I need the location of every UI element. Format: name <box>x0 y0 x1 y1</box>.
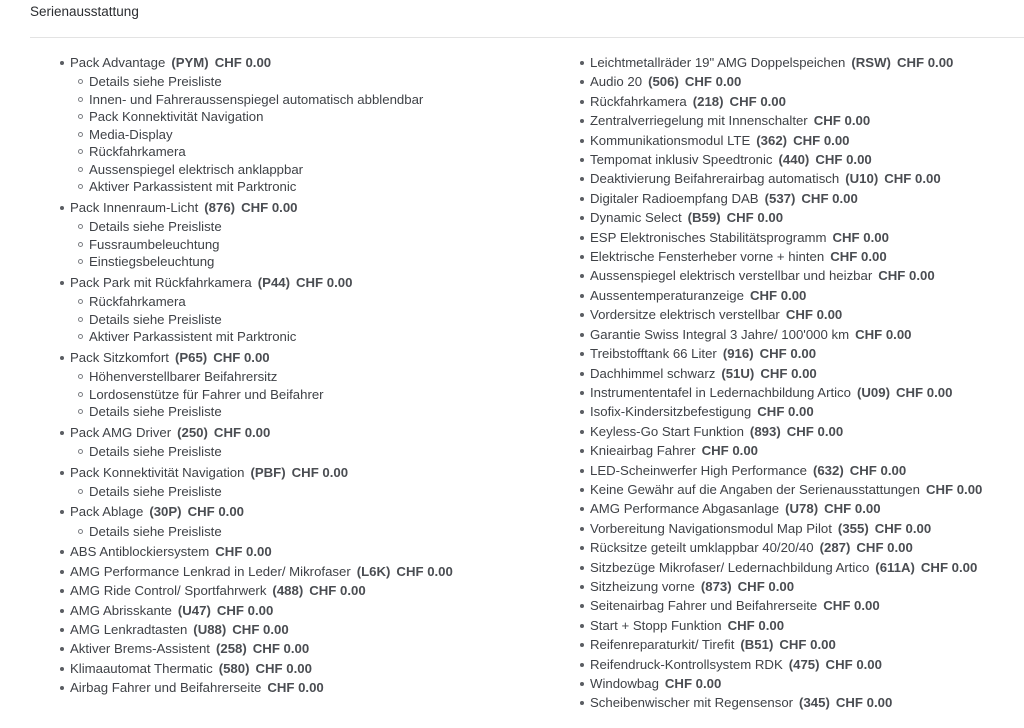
detail-item: Fussraumbeleuchtung <box>89 236 540 254</box>
item-name: Deaktivierung Beifahrerairbag automatisch <box>590 171 840 187</box>
item-code: (893) <box>749 423 781 439</box>
item-price: CHF 0.00 <box>815 152 872 168</box>
item-details-list <box>70 367 540 423</box>
detail-item: Lordosenstütze für Fahrer und Beifahrer <box>89 386 540 404</box>
item-code: (B51) <box>740 637 774 653</box>
item-code: (P44) <box>257 274 290 290</box>
item-price: CHF 0.00 <box>232 621 289 637</box>
item-price: CHF 0.00 <box>213 424 271 440</box>
equipment-item <box>590 305 1024 324</box>
item-price: CHF 0.00 <box>252 641 310 657</box>
item-price: CHF 0.00 <box>749 287 807 303</box>
item-price: CHF 0.00 <box>241 199 298 215</box>
item-code: (488) <box>272 583 304 599</box>
equipment-item <box>590 228 1024 247</box>
item-price: CHF 0.00 <box>267 680 324 696</box>
item-name: Audio 20 <box>590 74 643 90</box>
item-code: (916) <box>722 346 754 362</box>
item-code: (287) <box>819 540 851 556</box>
item-price: CHF 0.00 <box>825 656 882 672</box>
equipment-item <box>70 198 540 273</box>
item-price: CHF 0.00 <box>855 326 912 342</box>
item-name: Airbag Fahrer und Beifahrerseite <box>70 680 262 696</box>
equipment-list-right <box>590 53 1024 713</box>
item-name: Rückfahrkamera <box>590 93 687 109</box>
equipment-item <box>590 364 1024 383</box>
equipment-item <box>590 655 1024 674</box>
item-name: Pack Innenraum-Licht <box>70 199 199 215</box>
equipment-item <box>590 383 1024 402</box>
item-price: CHF 0.00 <box>760 365 817 381</box>
equipment-item <box>70 659 540 678</box>
detail-item: Rückfahrkamera <box>89 293 540 311</box>
item-name: Pack Park mit Rückfahrkamera <box>70 274 252 290</box>
equipment-item <box>590 402 1024 421</box>
item-name: Garantie Swiss Integral 3 Jahre/ 100'000 km <box>590 326 850 342</box>
item-name: AMG Ride Control/ Sportfahrwerk <box>70 583 267 599</box>
item-code: (U09) <box>857 384 890 400</box>
equipment-item <box>590 693 1024 712</box>
equipment-item <box>590 72 1024 91</box>
item-code: (U88) <box>193 621 227 637</box>
item-price: CHF 0.00 <box>884 171 941 187</box>
item-name: Keyless-Go Start Funktion <box>590 423 744 439</box>
equipment-item <box>590 596 1024 615</box>
item-name: Seitenairbag Fahrer und Beifahrerseite <box>590 598 818 614</box>
equipment-list-left <box>70 53 540 698</box>
item-price: CHF 0.00 <box>835 695 893 711</box>
item-price: CHF 0.00 <box>726 210 784 226</box>
section-divider <box>30 37 1024 38</box>
detail-item: Einstiegsbeleuchtung <box>89 253 540 271</box>
equipment-item <box>590 674 1024 693</box>
item-name: AMG Performance Abgasanlage <box>590 501 780 517</box>
item-price: CHF 0.00 <box>213 349 270 365</box>
item-name: Sitzheizung vorne <box>590 578 695 594</box>
item-name: ESP Elektronisches Stabilitätsprogramm <box>590 229 827 245</box>
item-name: Elektrische Fensterheber vorne + hinten <box>590 249 825 265</box>
item-price: CHF 0.00 <box>727 617 785 633</box>
equipment-item <box>70 581 540 600</box>
detail-item: Details siehe Preisliste <box>89 523 540 541</box>
item-name: Scheibenwischer mit Regensensor <box>590 695 794 711</box>
item-name: LED-Scheinwerfer High Performance <box>590 462 807 478</box>
detail-item: Aussenspiegel elektrisch anklappbar <box>89 161 540 179</box>
item-name: Aussentemperaturanzeige <box>590 287 744 303</box>
item-code: (345) <box>799 695 830 711</box>
item-price: CHF 0.00 <box>216 602 274 618</box>
equipment-item <box>590 538 1024 557</box>
item-name: Start + Stopp Funktion <box>590 617 722 633</box>
item-name: Treibstofftank 66 Liter <box>590 346 717 362</box>
equipment-item <box>590 189 1024 208</box>
item-code: (L6K) <box>356 563 391 579</box>
item-price: CHF 0.00 <box>920 559 978 575</box>
item-price: CHF 0.00 <box>813 113 871 129</box>
item-price: CHF 0.00 <box>830 249 887 265</box>
item-price: CHF 0.00 <box>786 423 844 439</box>
item-name: Zentralverriegelung mit Innenschalter <box>590 113 808 129</box>
detail-item: Aktiver Parkassistent mit Parktronic <box>89 178 540 196</box>
item-code: (611A) <box>875 559 915 575</box>
item-price: CHF 0.00 <box>701 443 758 459</box>
equipment-item <box>70 678 540 697</box>
equipment-item <box>590 169 1024 188</box>
item-name: Reifenreparaturkit/ Tirefit <box>590 637 735 653</box>
equipment-item <box>590 635 1024 654</box>
item-name: AMG Lenkradtasten <box>70 621 188 637</box>
equipment-item <box>70 601 540 620</box>
item-code: (440) <box>778 152 810 168</box>
item-name: Pack Advantage <box>70 55 166 70</box>
detail-item: Höhenverstellbarer Beifahrersitz <box>89 368 540 386</box>
item-name: Leichtmetallräder 19" AMG Doppelspeichen <box>590 55 846 70</box>
equipment-item <box>590 499 1024 518</box>
item-details-list <box>70 482 540 503</box>
equipment-item <box>70 348 540 423</box>
item-code: (30P) <box>149 504 182 520</box>
equipment-item <box>70 620 540 639</box>
equipment-item <box>590 325 1024 344</box>
item-price: CHF 0.00 <box>895 384 953 400</box>
detail-item: Pack Konnektivität Navigation <box>89 108 540 126</box>
item-name: Pack Ablage <box>70 504 144 520</box>
item-name: AMG Performance Lenkrad in Leder/ Mikrofaser <box>70 563 351 579</box>
item-name: Keine Gewähr auf die Angaben der Serienausstattungen <box>590 481 920 497</box>
item-name: Rücksitze geteilt umklappbar 40/20/40 <box>590 540 814 556</box>
item-details-list <box>70 72 540 198</box>
item-price: CHF 0.00 <box>896 55 954 70</box>
item-code: (876) <box>204 199 236 215</box>
detail-item: Details siehe Preisliste <box>89 73 540 91</box>
item-price: CHF 0.00 <box>187 504 245 520</box>
equipment-item <box>590 208 1024 227</box>
item-price: CHF 0.00 <box>684 74 742 90</box>
item-code: (362) <box>756 132 788 148</box>
item-name: Kommunikationsmodul LTE <box>590 132 751 148</box>
item-name: ABS Antiblockiersystem <box>70 544 210 560</box>
item-code: (258) <box>215 641 247 657</box>
item-name: Pack AMG Driver <box>70 424 172 440</box>
equipment-item <box>70 273 540 348</box>
item-name: Isofix-Kindersitzbefestigung <box>590 404 752 420</box>
item-code: (U10) <box>845 171 879 187</box>
detail-item: Media-Display <box>89 126 540 144</box>
equipment-item <box>70 463 540 503</box>
item-details-list <box>70 442 540 463</box>
item-price: CHF 0.00 <box>296 274 353 290</box>
detail-item: Details siehe Preisliste <box>89 218 540 236</box>
item-name: Klimaautomat Thermatic <box>70 660 213 676</box>
item-code: (537) <box>764 190 796 206</box>
detail-item: Details siehe Preisliste <box>89 403 540 421</box>
item-price: CHF 0.00 <box>729 93 786 109</box>
item-code: (U78) <box>785 501 819 517</box>
item-price: CHF 0.00 <box>759 346 817 362</box>
item-name: Aktiver Brems-Assistent <box>70 641 210 657</box>
equipment-item <box>590 577 1024 596</box>
item-code: (B59) <box>687 210 721 226</box>
item-name: Dachhimmel schwarz <box>590 365 716 381</box>
equipment-item <box>70 53 540 198</box>
item-price: CHF 0.00 <box>793 132 850 148</box>
item-name: AMG Abrisskante <box>70 602 172 618</box>
item-code: (873) <box>700 578 732 594</box>
detail-item: Aktiver Parkassistent mit Parktronic <box>89 328 540 346</box>
item-code: (U47) <box>177 602 211 618</box>
equipment-item <box>590 131 1024 150</box>
equipment-item <box>590 286 1024 305</box>
item-name: Aussenspiegel elektrisch verstellbar und heizbar <box>590 268 873 284</box>
item-name: Windowbag <box>590 676 659 691</box>
equipment-item <box>70 423 540 463</box>
item-name: Sitzbezüge Mikrofaser/ Ledernachbildung Artico <box>590 559 870 575</box>
item-code: (506) <box>648 74 679 90</box>
equipment-item <box>70 639 540 658</box>
item-price: CHF 0.00 <box>396 563 453 579</box>
item-name: Vorbereitung Navigationsmodul Map Pilot <box>590 520 832 536</box>
detail-item: Rückfahrkamera <box>89 143 540 161</box>
item-name: Tempomat inklusiv Speedtronic <box>590 152 773 168</box>
equipment-item <box>590 441 1024 460</box>
item-code: (580) <box>218 660 250 676</box>
item-details-list <box>70 217 540 273</box>
detail-item: Details siehe Preisliste <box>89 311 540 329</box>
item-code: (250) <box>177 424 208 440</box>
item-price: CHF 0.00 <box>785 307 843 323</box>
item-code: (475) <box>788 656 820 672</box>
item-price: CHF 0.00 <box>309 583 366 599</box>
item-price: CHF 0.00 <box>779 637 836 653</box>
equipment-item <box>590 266 1024 285</box>
equipment-item <box>590 344 1024 363</box>
item-price: CHF 0.00 <box>878 268 935 284</box>
equipment-item <box>590 519 1024 538</box>
equipment-item <box>70 562 540 581</box>
equipment-item <box>590 558 1024 577</box>
item-price: CHF 0.00 <box>737 578 795 594</box>
item-price: CHF 0.00 <box>874 520 932 536</box>
item-details-list <box>70 292 540 348</box>
item-price: CHF 0.00 <box>291 464 349 480</box>
item-name: Instrumententafel in Ledernachbildung Artico <box>590 384 851 400</box>
item-code: (632) <box>812 462 844 478</box>
item-name: Knieairbag Fahrer <box>590 443 696 459</box>
item-price: CHF 0.00 <box>849 462 907 478</box>
item-code: (218) <box>692 93 724 109</box>
item-price: CHF 0.00 <box>823 598 880 614</box>
item-code: (P65) <box>174 349 208 365</box>
equipment-item <box>590 461 1024 480</box>
equipment-item <box>590 53 1024 72</box>
item-code: (PYM) <box>171 55 209 70</box>
equipment-item <box>590 150 1024 169</box>
item-details-list <box>70 522 540 543</box>
item-name: Pack Konnektivität Navigation <box>70 464 245 480</box>
item-price: CHF 0.00 <box>255 660 312 676</box>
equipment-item <box>590 480 1024 499</box>
item-price: CHF 0.00 <box>925 481 983 497</box>
item-price: CHF 0.00 <box>832 229 889 245</box>
item-price: CHF 0.00 <box>215 544 272 560</box>
section-title: Serienausstattung <box>30 4 139 19</box>
detail-item: Details siehe Preisliste <box>89 443 540 461</box>
item-price: CHF 0.00 <box>824 501 881 517</box>
equipment-item <box>590 92 1024 111</box>
item-name: Dynamic Select <box>590 210 682 226</box>
equipment-item <box>590 422 1024 441</box>
item-name: Digitaler Radioempfang DAB <box>590 190 759 206</box>
item-price: CHF 0.00 <box>214 55 272 70</box>
item-price: CHF 0.00 <box>664 676 722 691</box>
detail-item: Innen- und Fahreraussenspiegel automatisch abblendbar <box>89 91 540 109</box>
item-price: CHF 0.00 <box>801 190 858 206</box>
item-price: CHF 0.00 <box>856 540 913 556</box>
detail-item: Details siehe Preisliste <box>89 483 540 501</box>
equipment-item <box>590 111 1024 130</box>
item-code: (355) <box>837 520 869 536</box>
equipment-item <box>70 542 540 561</box>
item-code: (51U) <box>721 365 755 381</box>
equipment-item <box>590 616 1024 635</box>
item-price: CHF 0.00 <box>757 404 814 420</box>
item-name: Vordersitze elektrisch verstellbar <box>590 307 780 323</box>
equipment-item <box>590 247 1024 266</box>
item-code: (PBF) <box>250 464 286 480</box>
equipment-item <box>70 502 540 542</box>
item-name: Pack Sitzkomfort <box>70 349 169 365</box>
item-name: Reifendruck-Kontrollsystem RDK <box>590 656 783 672</box>
item-code: (RSW) <box>851 55 891 70</box>
